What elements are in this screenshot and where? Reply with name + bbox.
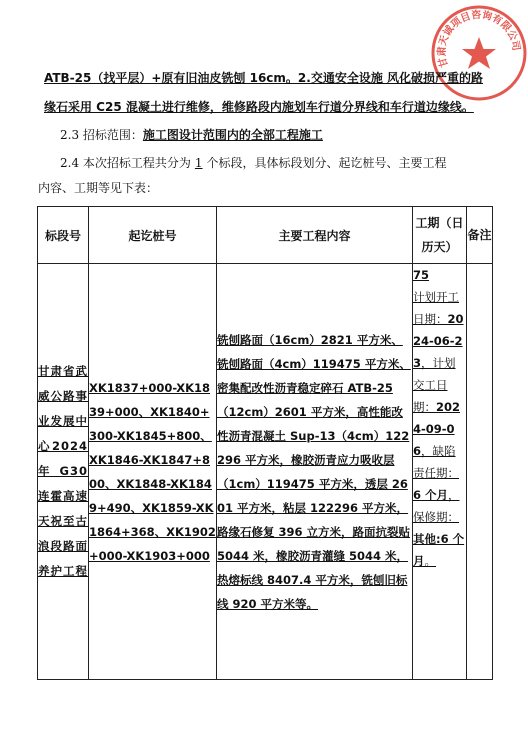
sep-1: ， [421,356,433,370]
work-cell [217,264,413,680]
header-period: 工期（日历天） [413,207,467,264]
scope-label: 2.3 招标范围： [60,128,143,142]
sections-text-1: 2.4 本次招标工程共分为 [60,156,191,170]
header-remark: 备注 [467,207,493,264]
pile-ranges: XK1837+000-XK1839+000、XK1840+300-XK1845+800、XK1846-XK1847+800、XK1848-XK1849+490、XK1859-XK1864+368、XK1902+000-XK1903+000 [89,380,216,563]
scope-paragraph [60,126,515,143]
sections-paragraph-line2: 内容、工期等见下表： [38,181,159,195]
sep-3: ， [448,488,460,502]
scope-value: 施工图设计范围内的全部工程施工 [142,128,323,142]
period-cell [413,264,467,680]
start-date: 2024-06-23 [413,312,464,370]
header-work: 主要工程内容 [217,207,413,264]
company-seal-stamp [430,4,528,102]
warranty-label: 保修期： [413,510,459,524]
header-section: 标段号 [38,207,89,264]
work-content: 铣刨路面（16cm）2821 平方米、铣刨路面（4cm）119475 平方米、密集配改性沥青稳定碎石 ATB-25（12cm）2601 平方米，高性能改性沥青混凝土 Sup-13（4cm）122296 平方米，橡胶沥青应力吸收层（1cm）119475 平方米，透层 2601 平方米，粘层 122296 平方米，路缘石修复 396 立方米，路面抗裂贴 5044 米，橡胶沥青灌缝 5044 米，热熔标线 8407.4 平方米，铣刨旧标线 920 平方米等。 [217,332,411,611]
sections-text-2: 个标段，具体标段划分、起讫桩号、主要工程 [206,156,447,170]
table-row [38,264,493,680]
table-header-row [38,207,493,264]
defect-label: 缺陷责任期： [413,444,459,480]
header-pile: 起讫桩号 [89,207,217,264]
period-content [413,264,466,572]
end-label: 计划交工日期： [413,356,456,414]
body-line-2: 缘石采用 C25 混凝土进行维修，维修路段内施划车行道分界线和车行道边缘线。 [44,100,474,114]
sep-2: ， [421,444,433,458]
period-days: 75 [413,268,430,282]
section-cell [38,264,89,680]
section-name: 甘肃省武威公路事业发展中心2024年 G30连霍高速天祝至古浪段路面养护工程 [38,364,88,578]
svg-text:甘肃天诚项目咨询有限公司: 甘肃天诚项目咨询有限公司 [436,9,522,69]
sections-table [37,206,493,680]
start-label: 计划开工日期： [413,290,459,326]
end-mark: 。 [424,554,436,568]
warranty-value: 其他:6 个月 [413,532,465,568]
pile-cell [89,264,217,680]
body-line-1: ATB-25（找平层）+原有旧油皮铣刨 16cm。2.交通安全设施 风化破损严重的路 [44,71,484,85]
end-date: 2024-09-06 [413,400,461,458]
defect-value: 6 个月 [413,488,449,502]
sections-paragraph-line1 [60,154,515,171]
remark-cell [467,264,493,680]
sections-count: 1 [194,156,203,170]
